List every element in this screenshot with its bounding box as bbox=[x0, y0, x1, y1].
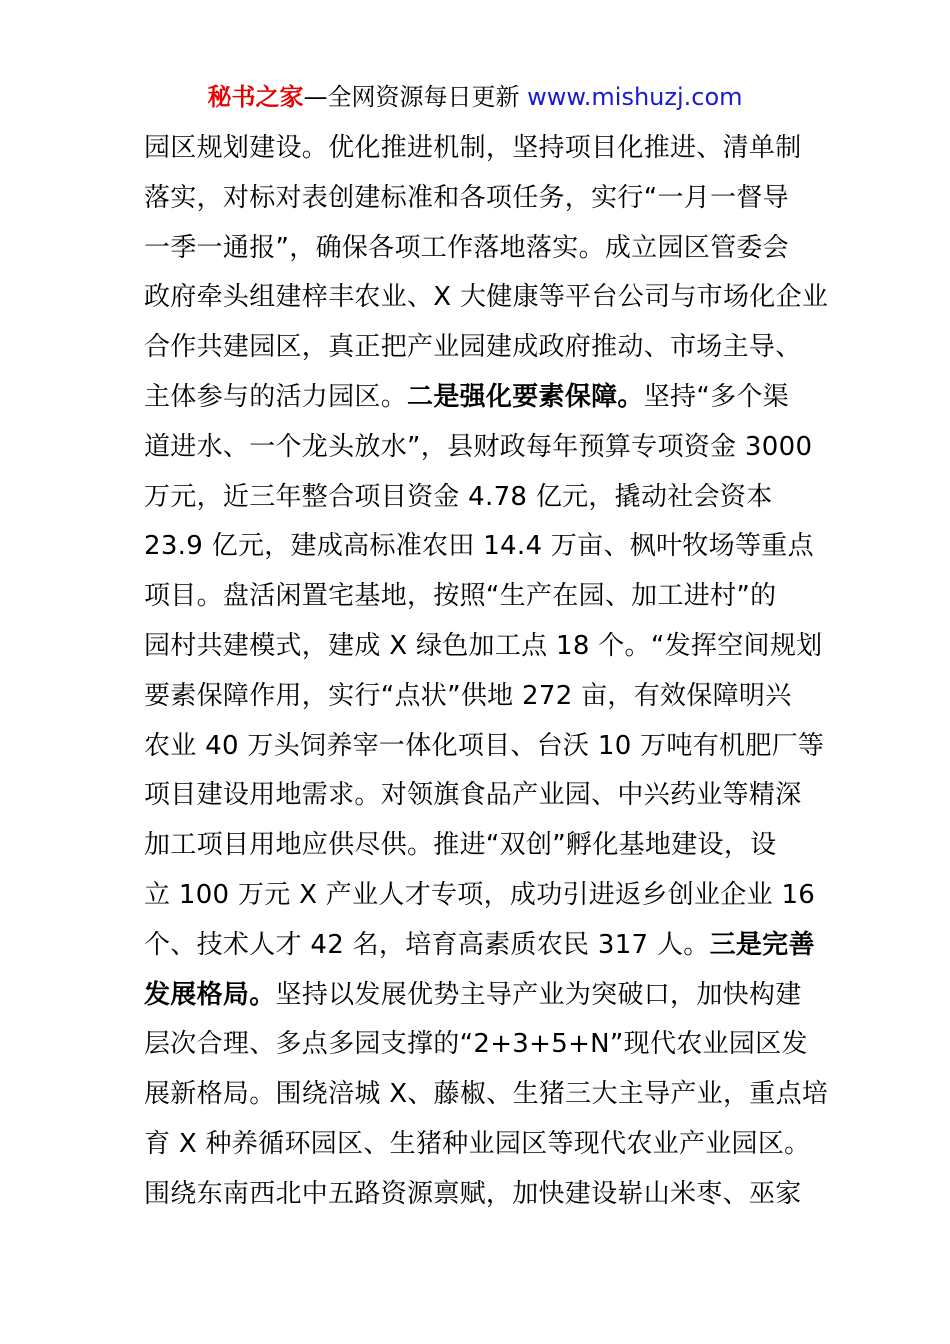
text-run: 23.9 亿元，建成高标准农田 14.4 万亩、枫叶牧场等重点 bbox=[144, 531, 814, 562]
text-line bbox=[144, 1120, 814, 1170]
text-run: 道进水、一个龙头放水”，县财政每年预算专项资金 3000 bbox=[144, 431, 813, 462]
text-run: 加工项目用地应供尽供。推进“双创”孵化基地建设，设 bbox=[144, 830, 777, 861]
text-run: 项目建设用地需求。对领旗食品产业园、中兴药业等精深 bbox=[144, 780, 802, 811]
section-heading-2: 二是强化要素保障。 bbox=[407, 381, 644, 412]
text-line bbox=[144, 174, 814, 224]
site-brand: 秘书之家 bbox=[207, 83, 304, 111]
text-line bbox=[144, 1020, 814, 1070]
text-run: 园区规划建设。优化推进机制，坚持项目化推进、清单制 bbox=[144, 133, 802, 163]
section-heading-3: 三是完善 bbox=[709, 929, 815, 960]
site-url-link[interactable]: www.mishuzj.com bbox=[527, 83, 743, 111]
text-run: 农业 40 万头饲养宰一体化项目、台沃 10 万吨有机肥厂等 bbox=[144, 730, 825, 761]
text-line bbox=[144, 871, 814, 921]
text-run: 个、技术人才 42 名，培育高素质农民 317 人。 bbox=[144, 929, 710, 960]
text-line bbox=[144, 473, 814, 523]
text-line bbox=[144, 572, 814, 622]
text-run: 园村共建模式，建成 X 绿色加工点 18 个。“发挥空间规划 bbox=[144, 630, 823, 661]
text-run: 一季一通报”，确保各项工作落地落实。成立园区管委会 bbox=[144, 232, 789, 263]
text-line bbox=[144, 971, 814, 1021]
text-line bbox=[144, 771, 814, 821]
site-tagline: —全网资源每日更新 bbox=[303, 83, 528, 111]
site-header bbox=[0, 80, 950, 114]
text-run: 层次合理、多点多园支撑的“2+3+5+N”现代农业园区发 bbox=[144, 1029, 808, 1060]
section-heading-3-cont: 发展格局。 bbox=[144, 979, 276, 1010]
text-line bbox=[144, 273, 829, 323]
text-line bbox=[144, 224, 814, 274]
text-line bbox=[144, 921, 814, 971]
text-run: 落实，对标对表创建标准和各项任务，实行“一月一督导 bbox=[144, 182, 789, 213]
text-run: 立 100 万元 X 产业人才专项，成功引进返乡创业企业 16 bbox=[144, 879, 816, 910]
text-line bbox=[144, 373, 814, 423]
text-line bbox=[144, 124, 814, 174]
text-run: 要素保障作用，实行“点状”供地 272 亩，有效保障明兴 bbox=[144, 680, 792, 711]
text-run: 万元，近三年整合项目资金 4.78 亿元，撬动社会资本 bbox=[144, 481, 773, 512]
text-line bbox=[144, 672, 814, 722]
text-run: 围绕东南西北中五路资源禀赋，加快建设崭山米枣、巫家 bbox=[144, 1178, 802, 1209]
text-line bbox=[144, 1070, 829, 1120]
text-run: 合作共建园区，真正把产业园建成政府推动、市场主导、 bbox=[144, 332, 802, 363]
text-line bbox=[144, 323, 814, 373]
text-run: 坚持以发展优势主导产业为突破口，加快构建 bbox=[275, 979, 802, 1010]
text-run: 坚持“多个渠 bbox=[643, 381, 789, 412]
text-run: 展新格局。围绕涪城 X、藤椒、生猪三大主导产业，重点培 bbox=[144, 1079, 829, 1110]
text-line bbox=[144, 1170, 814, 1220]
text-run: 主体参与的活力园区。 bbox=[144, 381, 408, 412]
document-body bbox=[144, 124, 829, 1220]
text-line bbox=[144, 522, 814, 572]
text-line bbox=[144, 622, 823, 672]
text-run: 育 X 种养循环园区、生猪种业园区等现代农业产业园区。 bbox=[144, 1128, 811, 1159]
text-run: 项目。盘活闲置宅基地，按照“生产在园、加工进村”的 bbox=[144, 581, 777, 612]
text-line bbox=[144, 722, 825, 772]
text-line bbox=[144, 821, 814, 871]
text-run: 政府牵头组建梓丰农业、X 大健康等平台公司与市场化企业 bbox=[144, 282, 829, 313]
text-line bbox=[144, 423, 814, 473]
